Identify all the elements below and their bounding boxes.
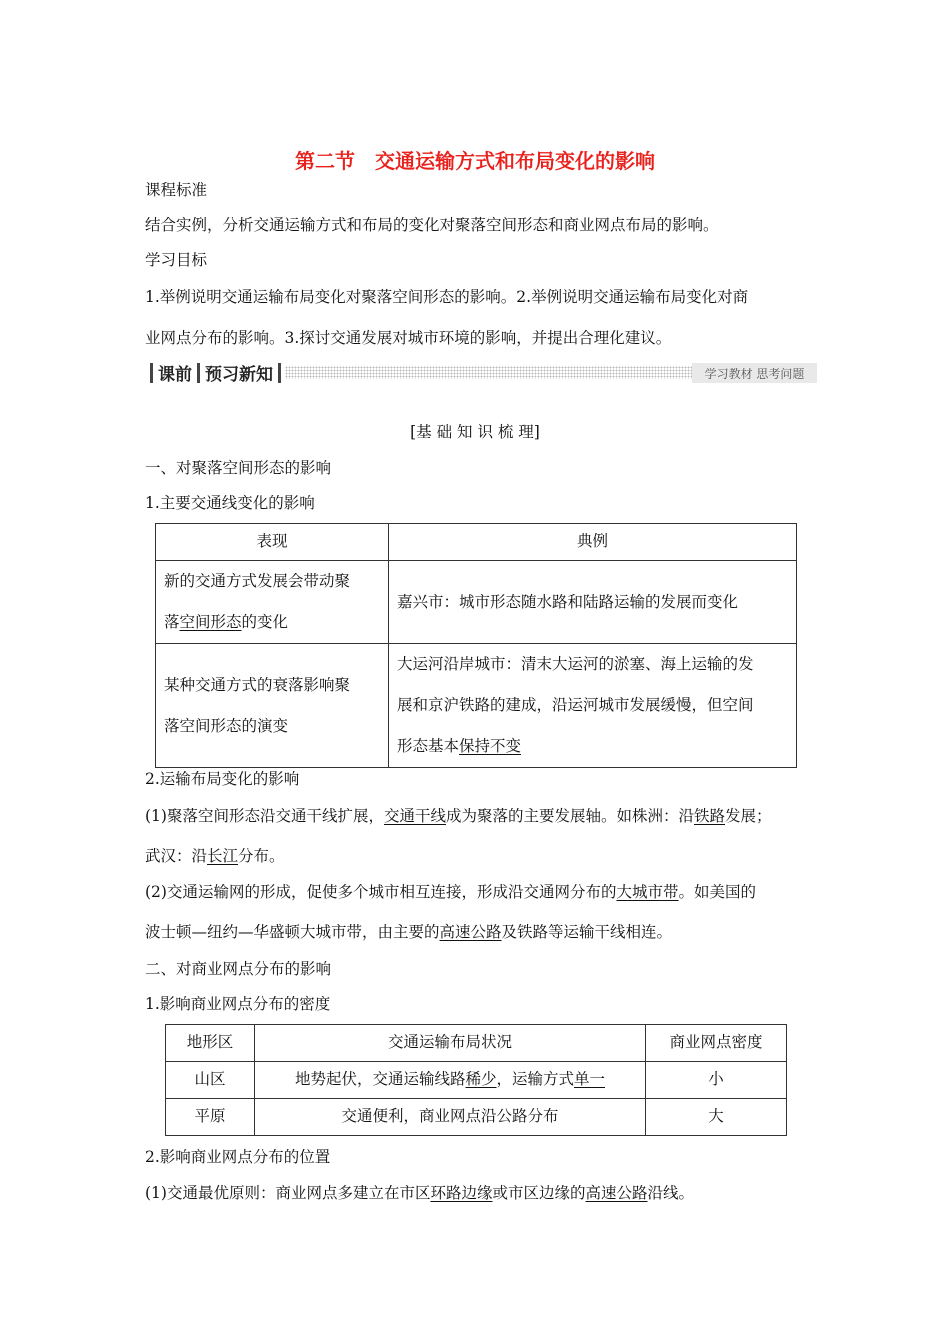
text: 发展； (725, 807, 772, 825)
table-header-cell: 商业网点密度 (646, 1025, 787, 1062)
text: 沿线。 (647, 1184, 695, 1202)
table-cell: 嘉兴市：城市形态随水路和陆路运输的发展而变化 (389, 561, 797, 644)
table-row (156, 561, 797, 644)
table-header-cell: 地形区 (166, 1025, 255, 1062)
table-header-row (156, 524, 797, 561)
table-cell: 小 (646, 1062, 787, 1099)
table-row (166, 1062, 787, 1099)
text: 地势起伏，交通运输线路 (294, 1070, 466, 1089)
text: (1)交通最优原则：商业网点多建立在市区 (145, 1184, 431, 1202)
preview-banner (145, 360, 817, 385)
cell-line: 某种交通方式的衰落影响聚 (164, 675, 351, 694)
cell-line (164, 602, 380, 643)
cell-text: 的变化 (241, 613, 289, 631)
answer-underline: 空间形态 (179, 613, 242, 631)
part1-paragraph-2 (145, 880, 756, 902)
goals-line-1: 1.举例说明交通运输布局变化对聚落空间形态的影响。2.举例说明交通运输布局变化对商 (145, 288, 749, 306)
banner-divider (150, 363, 153, 383)
text: (1)聚落空间形态沿交通干线扩展， (145, 807, 384, 825)
goals-line-2: 业网点分布的影响。3.探讨交通发展对城市环境的影响，并提出合理化建议。 (145, 329, 672, 347)
goals-heading: 学习目标 (145, 251, 208, 269)
part1-sub2: 2.运输布局变化的影响 (145, 770, 300, 788)
cell-line: 落空间形态的演变 (164, 716, 289, 735)
text: 分布。 (238, 847, 285, 865)
text: 波士顿—纽约—华盛顿大城市带，由主要的 (145, 923, 440, 941)
part2-sub1: 1.影响商业网点分布的密度 (145, 995, 331, 1013)
cell-line: 大运河沿岸城市：清末大运河的淤塞、海上运输的发 (397, 655, 754, 673)
text: ，运输方式 (496, 1070, 575, 1089)
part1-paragraph-1-cont (145, 844, 285, 866)
table-header-row (166, 1025, 787, 1062)
part1-paragraph-1 (145, 804, 772, 826)
page-title: 第二节 交通运输方式和布局变化的影响 (295, 149, 655, 173)
table-header-cell: 典例 (389, 524, 797, 561)
section-label: [基 础 知 识 梳 理] (410, 423, 540, 441)
table-header-cell: 表现 (156, 524, 389, 561)
cell-line: 新的交通方式发展会带动聚 (164, 572, 351, 590)
text: 。如美国的 (678, 883, 756, 901)
text: 武汉：沿 (145, 847, 208, 865)
table-cell (156, 644, 389, 768)
answer-underline: 长江 (207, 847, 239, 865)
text: 或市区边缘的 (492, 1184, 586, 1202)
banner-divider (197, 363, 200, 383)
business-density-table (165, 1024, 787, 1136)
table-cell: 平原 (166, 1099, 255, 1136)
traffic-line-table (155, 523, 797, 768)
part2-paragraph-1 (145, 1181, 694, 1203)
table-cell (255, 1062, 646, 1099)
answer-underline: 保持不变 (459, 737, 522, 755)
text: 及铁路等运输干线相连。 (501, 923, 673, 941)
answer-underline: 大城市带 (616, 883, 679, 901)
curriculum-text: 结合实例，分析交通运输方式和布局的变化对聚落空间形态和商业网点布局的影响。 (145, 216, 719, 234)
table-cell: 山区 (166, 1062, 255, 1099)
answer-underline: 铁路 (694, 807, 726, 825)
part2-heading: 二、对商业网点分布的影响 (145, 960, 332, 978)
banner-divider (278, 363, 281, 383)
answer-underline: 交通干线 (383, 807, 446, 825)
answer-underline: 稀少 (465, 1070, 497, 1089)
answer-underline: 单一 (574, 1070, 606, 1089)
curriculum-heading: 课程标准 (145, 181, 208, 199)
part1-heading: 一、对聚落空间形态的影响 (145, 459, 332, 477)
cell-line: 展和京沪铁路的建成，沿运河城市发展缓慢，但空间 (397, 696, 754, 714)
text: (2)交通运输网的形成，促使多个城市相互连接，形成沿交通网分布的 (145, 883, 617, 901)
table-cell (389, 644, 797, 768)
answer-underline: 高速公路 (439, 923, 502, 941)
text: 成为聚落的主要发展轴。如株洲：沿 (445, 807, 694, 825)
answer-underline: 环路边缘 (430, 1184, 493, 1202)
table-cell: 大 (646, 1099, 787, 1136)
banner-dot-pattern (285, 366, 692, 379)
banner-title (145, 360, 286, 385)
banner-left-b: 预习新知 (205, 365, 273, 385)
table-cell: 交通便利，商业网点沿公路分布 (255, 1099, 646, 1136)
table-header-cell: 交通运输布局状况 (255, 1025, 646, 1062)
table-cell (156, 561, 389, 644)
banner-left-a: 课前 (158, 365, 192, 385)
cell-line (397, 726, 788, 767)
cell-text: 形态基本 (397, 737, 460, 755)
part1-sub1: 1.主要交通线变化的影响 (145, 494, 315, 512)
cell-text: 落 (164, 613, 180, 631)
answer-underline: 高速公路 (585, 1184, 648, 1202)
part2-sub2: 2.影响商业网点分布的位置 (145, 1148, 331, 1166)
table-row (156, 644, 797, 768)
part1-paragraph-2-cont (145, 920, 672, 942)
banner-hint: 学习教材 思考问题 (692, 363, 817, 383)
table-row (166, 1099, 787, 1136)
